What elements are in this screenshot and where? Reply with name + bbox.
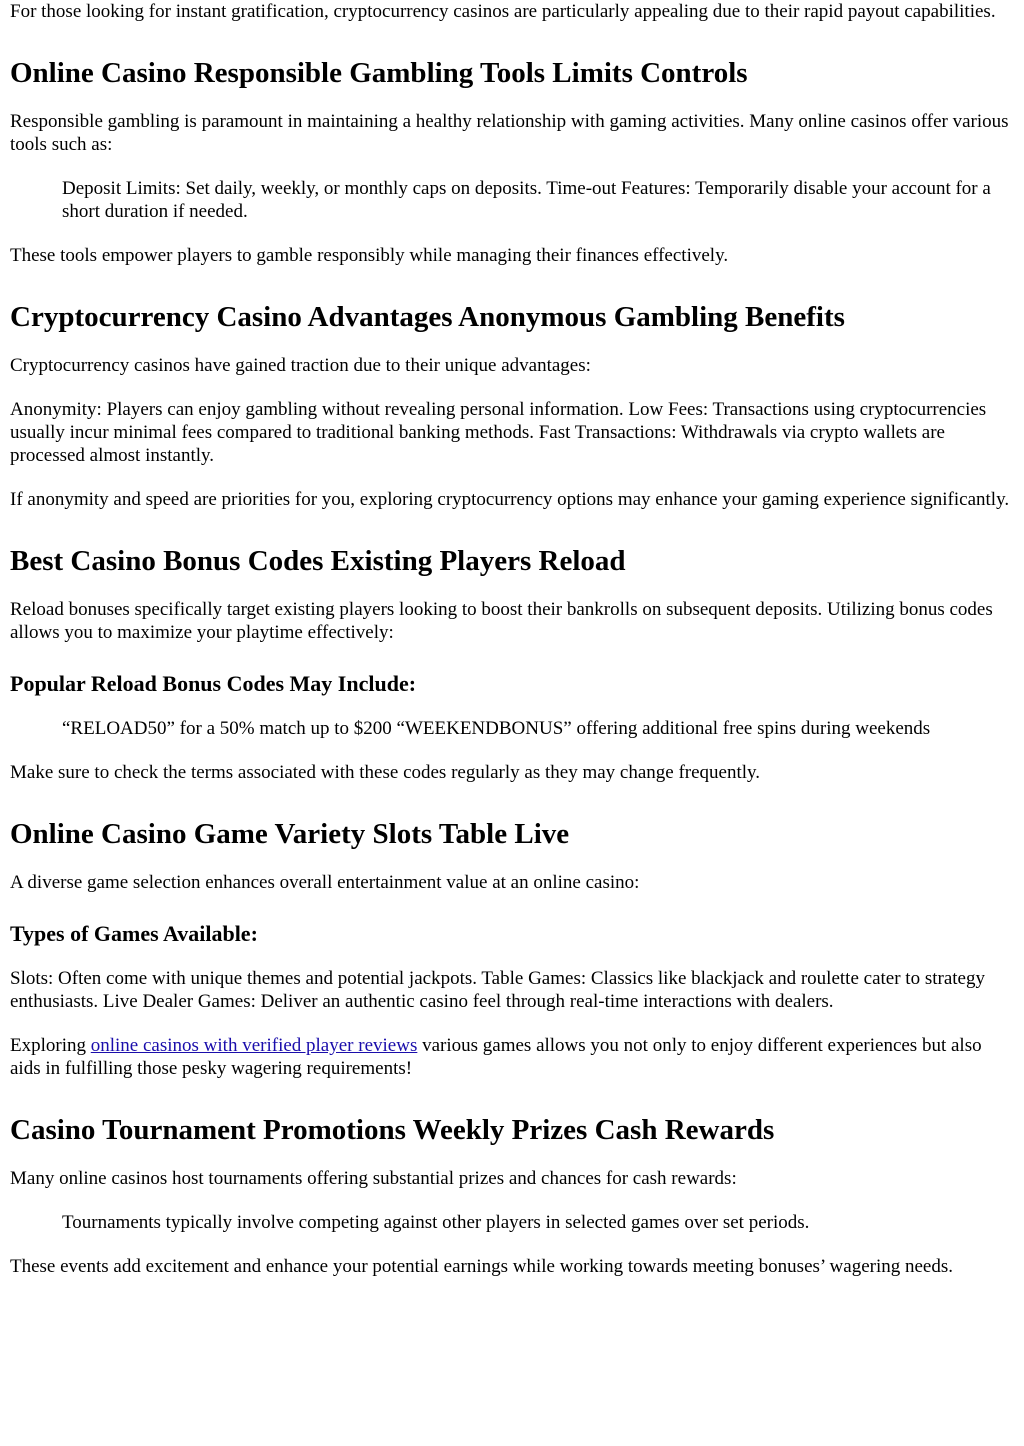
blockquote: Deposit Limits: Set daily, weekly, or monthly caps on deposits. Time-out Features: Temporarily disable your account for a short duration if needed.	[62, 178, 991, 222]
section-tournaments	[10, 1101, 1014, 1278]
blockquote: Tournaments typically involve competing against other players in selected games over set periods.	[62, 1212, 810, 1233]
section-game-variety	[10, 805, 1014, 1080]
paragraph: These tools empower players to gamble responsibly while managing their finances effectively.	[10, 245, 729, 266]
paragraph: Anonymity: Players can enjoy gambling without revealing personal information. Low Fees: Transactions using cryptocurrencies usually incur minimal fees compared to traditional banking methods. Fast Transactions: Withdrawals via crypto wallets are processed almost instantly.	[10, 399, 987, 466]
paragraph: Reload bonuses specifically target existing players looking to boost their bankrolls on subsequent deposits. Utilizing bonus codes allows you to maximize your playtime effectively:	[10, 599, 993, 643]
section-bonus-codes	[10, 532, 1014, 784]
subsection-heading: Types of Games Available:	[10, 921, 258, 946]
paragraph: Many online casinos host tournaments offering substantial prizes and chances for cash rewards:	[10, 1168, 737, 1189]
paragraph-text: various games allows you not only to enjoy different experiences but also aids in fulfilling those pesky wagering requirements!	[10, 1035, 982, 1079]
paragraph-text: Exploring	[10, 1035, 91, 1056]
section-heading: Best Casino Bonus Codes Existing Players Reload	[10, 545, 626, 577]
paragraph: These events add excitement and enhance your potential earnings while working towards meeting bonuses’ wagering needs.	[10, 1256, 954, 1277]
section-crypto-advantages	[10, 288, 1014, 511]
paragraph: If anonymity and speed are priorities for you, exploring cryptocurrency options may enhance your gaming experience significantly.	[10, 489, 1010, 510]
paragraph: Slots: Often come with unique themes and potential jackpots. Table Games: Classics like blackjack and roulette cater to strategy enthusiasts. Live Dealer Games: Deliver an authentic casino feel through real-time interactions with dealers.	[10, 968, 985, 1012]
paragraph: Cryptocurrency casinos have gained traction due to their unique advantages:	[10, 355, 591, 376]
section-heading: Online Casino Game Variety Slots Table Live	[10, 818, 570, 850]
section-heading: Casino Tournament Promotions Weekly Prizes Cash Rewards	[10, 1114, 775, 1146]
verified-reviews-link[interactable]: online casinos with verified player reviews	[90, 1035, 418, 1056]
subsection-heading: Popular Reload Bonus Codes May Include:	[10, 671, 417, 696]
paragraph-with-link	[10, 1034, 1014, 1080]
paragraph: Responsible gambling is paramount in maintaining a healthy relationship with gaming activities. Many online casinos offer various tools such as:	[10, 111, 1009, 155]
paragraph: A diverse game selection enhances overall entertainment value at an online casino:	[10, 872, 640, 893]
blockquote: “RELOAD50” for a 50% match up to $200 “WEEKENDBONUS” offering additional free spins during weekends	[62, 718, 931, 739]
section-responsible-gambling	[10, 44, 1014, 267]
paragraph: Make sure to check the terms associated with these codes regularly as they may change frequently.	[10, 762, 761, 783]
section-heading: Online Casino Responsible Gambling Tools Limits Controls	[10, 57, 748, 89]
section-heading: Cryptocurrency Casino Advantages Anonymous Gambling Benefits	[10, 301, 845, 333]
intro-paragraph: For those looking for instant gratification, cryptocurrency casinos are particularly appealing due to their rapid payout capabilities.	[10, 1, 996, 22]
